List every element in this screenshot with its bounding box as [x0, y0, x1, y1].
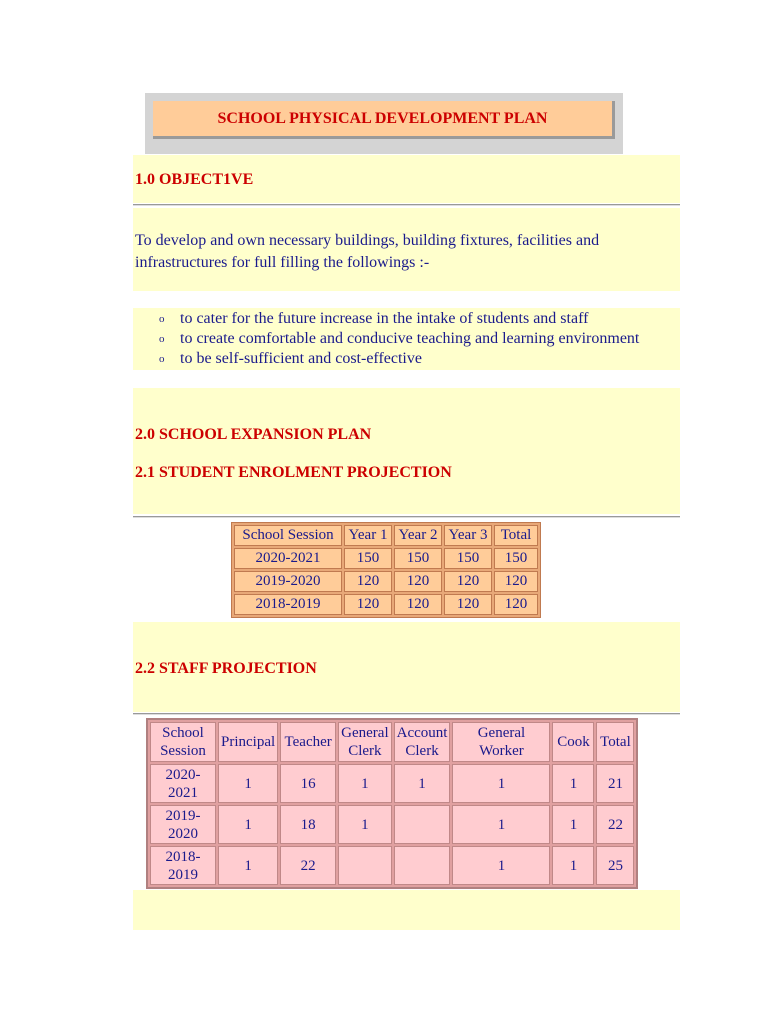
table-cell: [394, 846, 451, 885]
table-cell: 150: [444, 548, 492, 569]
divider: [133, 516, 680, 518]
table-cell: 2020-2021: [150, 764, 216, 803]
expansion-heading: 2.0 SCHOOL EXPANSION PLAN: [135, 426, 372, 443]
student-projection-heading: 2.1 STUDENT ENROLMENT PROJECTION: [135, 464, 452, 481]
column-header: Year 3: [444, 525, 492, 546]
table-cell: 120: [494, 594, 538, 615]
circle-bullet-icon: o: [159, 333, 165, 345]
table-cell: 1: [394, 764, 451, 803]
table-cell: [338, 846, 391, 885]
list-item: o to be self-sufficient and cost-effective: [159, 350, 422, 367]
column-header: Total: [596, 722, 634, 762]
objective-heading-panel: [133, 155, 680, 203]
table-cell: 1: [338, 805, 391, 844]
table-cell: 120: [394, 571, 442, 592]
table-row: [150, 805, 634, 844]
divider: [133, 204, 680, 206]
staff-heading-panel: [133, 622, 680, 712]
objective-paragraph: To develop and own necessary buildings, building fixtures, facilities and infrastructures for full filling the followings :-: [135, 232, 600, 271]
table-cell: 2018-2019: [150, 846, 216, 885]
list-item: o to cater for the future increase in the intake of students and staff: [159, 310, 589, 327]
student-enrolment-table: [231, 522, 541, 618]
column-header: Cook: [552, 722, 594, 762]
table-cell: 16: [280, 764, 336, 803]
footer-panel: [133, 890, 680, 930]
table-cell: 25: [596, 846, 634, 885]
column-header: School Session: [234, 525, 342, 546]
table-header-row: [234, 525, 538, 546]
table-cell: 22: [596, 805, 634, 844]
table-cell: 120: [344, 594, 392, 615]
circle-bullet-icon: o: [159, 313, 165, 325]
table-cell: 1: [452, 846, 550, 885]
objective-bullets-panel: [133, 308, 680, 370]
table-row: [150, 764, 634, 803]
table-header-row: [150, 722, 634, 762]
column-header: Year 1: [344, 525, 392, 546]
column-header: Account Clerk: [394, 722, 451, 762]
expansion-heading-panel: [133, 388, 680, 514]
table-cell: 150: [344, 548, 392, 569]
table-cell: 2019-2020: [150, 805, 216, 844]
table-cell: 120: [494, 571, 538, 592]
table-cell: 1: [552, 805, 594, 844]
staff-projection-heading: 2.2 STAFF PROJECTION: [135, 660, 317, 677]
table-cell: 120: [444, 594, 492, 615]
table-cell: 2019-2020: [234, 571, 342, 592]
table-cell: 18: [280, 805, 336, 844]
table-cell: 21: [596, 764, 634, 803]
table-cell: 150: [494, 548, 538, 569]
table-cell: 120: [394, 594, 442, 615]
title-frame: [145, 93, 623, 154]
table-cell: 150: [394, 548, 442, 569]
objective-bullet-list: [133, 309, 639, 369]
staff-projection-table: [146, 718, 638, 889]
table-cell: 120: [344, 571, 392, 592]
column-header: Principal: [218, 722, 278, 762]
table-cell: 22: [280, 846, 336, 885]
table-row: [150, 846, 634, 885]
list-item: o to create comfortable and conducive teaching and learning environment: [159, 330, 640, 347]
divider: [133, 713, 680, 715]
table-row: [234, 594, 538, 615]
column-header: General Worker: [452, 722, 550, 762]
table-cell: 120: [444, 571, 492, 592]
table-cell: 1: [218, 764, 278, 803]
table-cell: 1: [552, 764, 594, 803]
column-header: School Session: [150, 722, 216, 762]
table-cell: 1: [452, 764, 550, 803]
column-header: Teacher: [280, 722, 336, 762]
column-header: Total: [494, 525, 538, 546]
table-row: [234, 548, 538, 569]
circle-bullet-icon: o: [159, 353, 165, 365]
column-header: Year 2: [394, 525, 442, 546]
table-cell: 1: [552, 846, 594, 885]
page-title: SCHOOL PHYSICAL DEVELOPMENT PLAN: [153, 101, 615, 139]
table-cell: 1: [452, 805, 550, 844]
table-cell: 1: [338, 764, 391, 803]
table-cell: [394, 805, 451, 844]
table-cell: 2018-2019: [234, 594, 342, 615]
table-cell: 1: [218, 805, 278, 844]
objective-heading: 1.0 OBJECT1VE: [135, 171, 254, 188]
column-header: General Clerk: [338, 722, 391, 762]
objective-paragraph-panel: [133, 208, 680, 291]
table-row: [234, 571, 538, 592]
table-cell: 1: [218, 846, 278, 885]
table-cell: 2020-2021: [234, 548, 342, 569]
